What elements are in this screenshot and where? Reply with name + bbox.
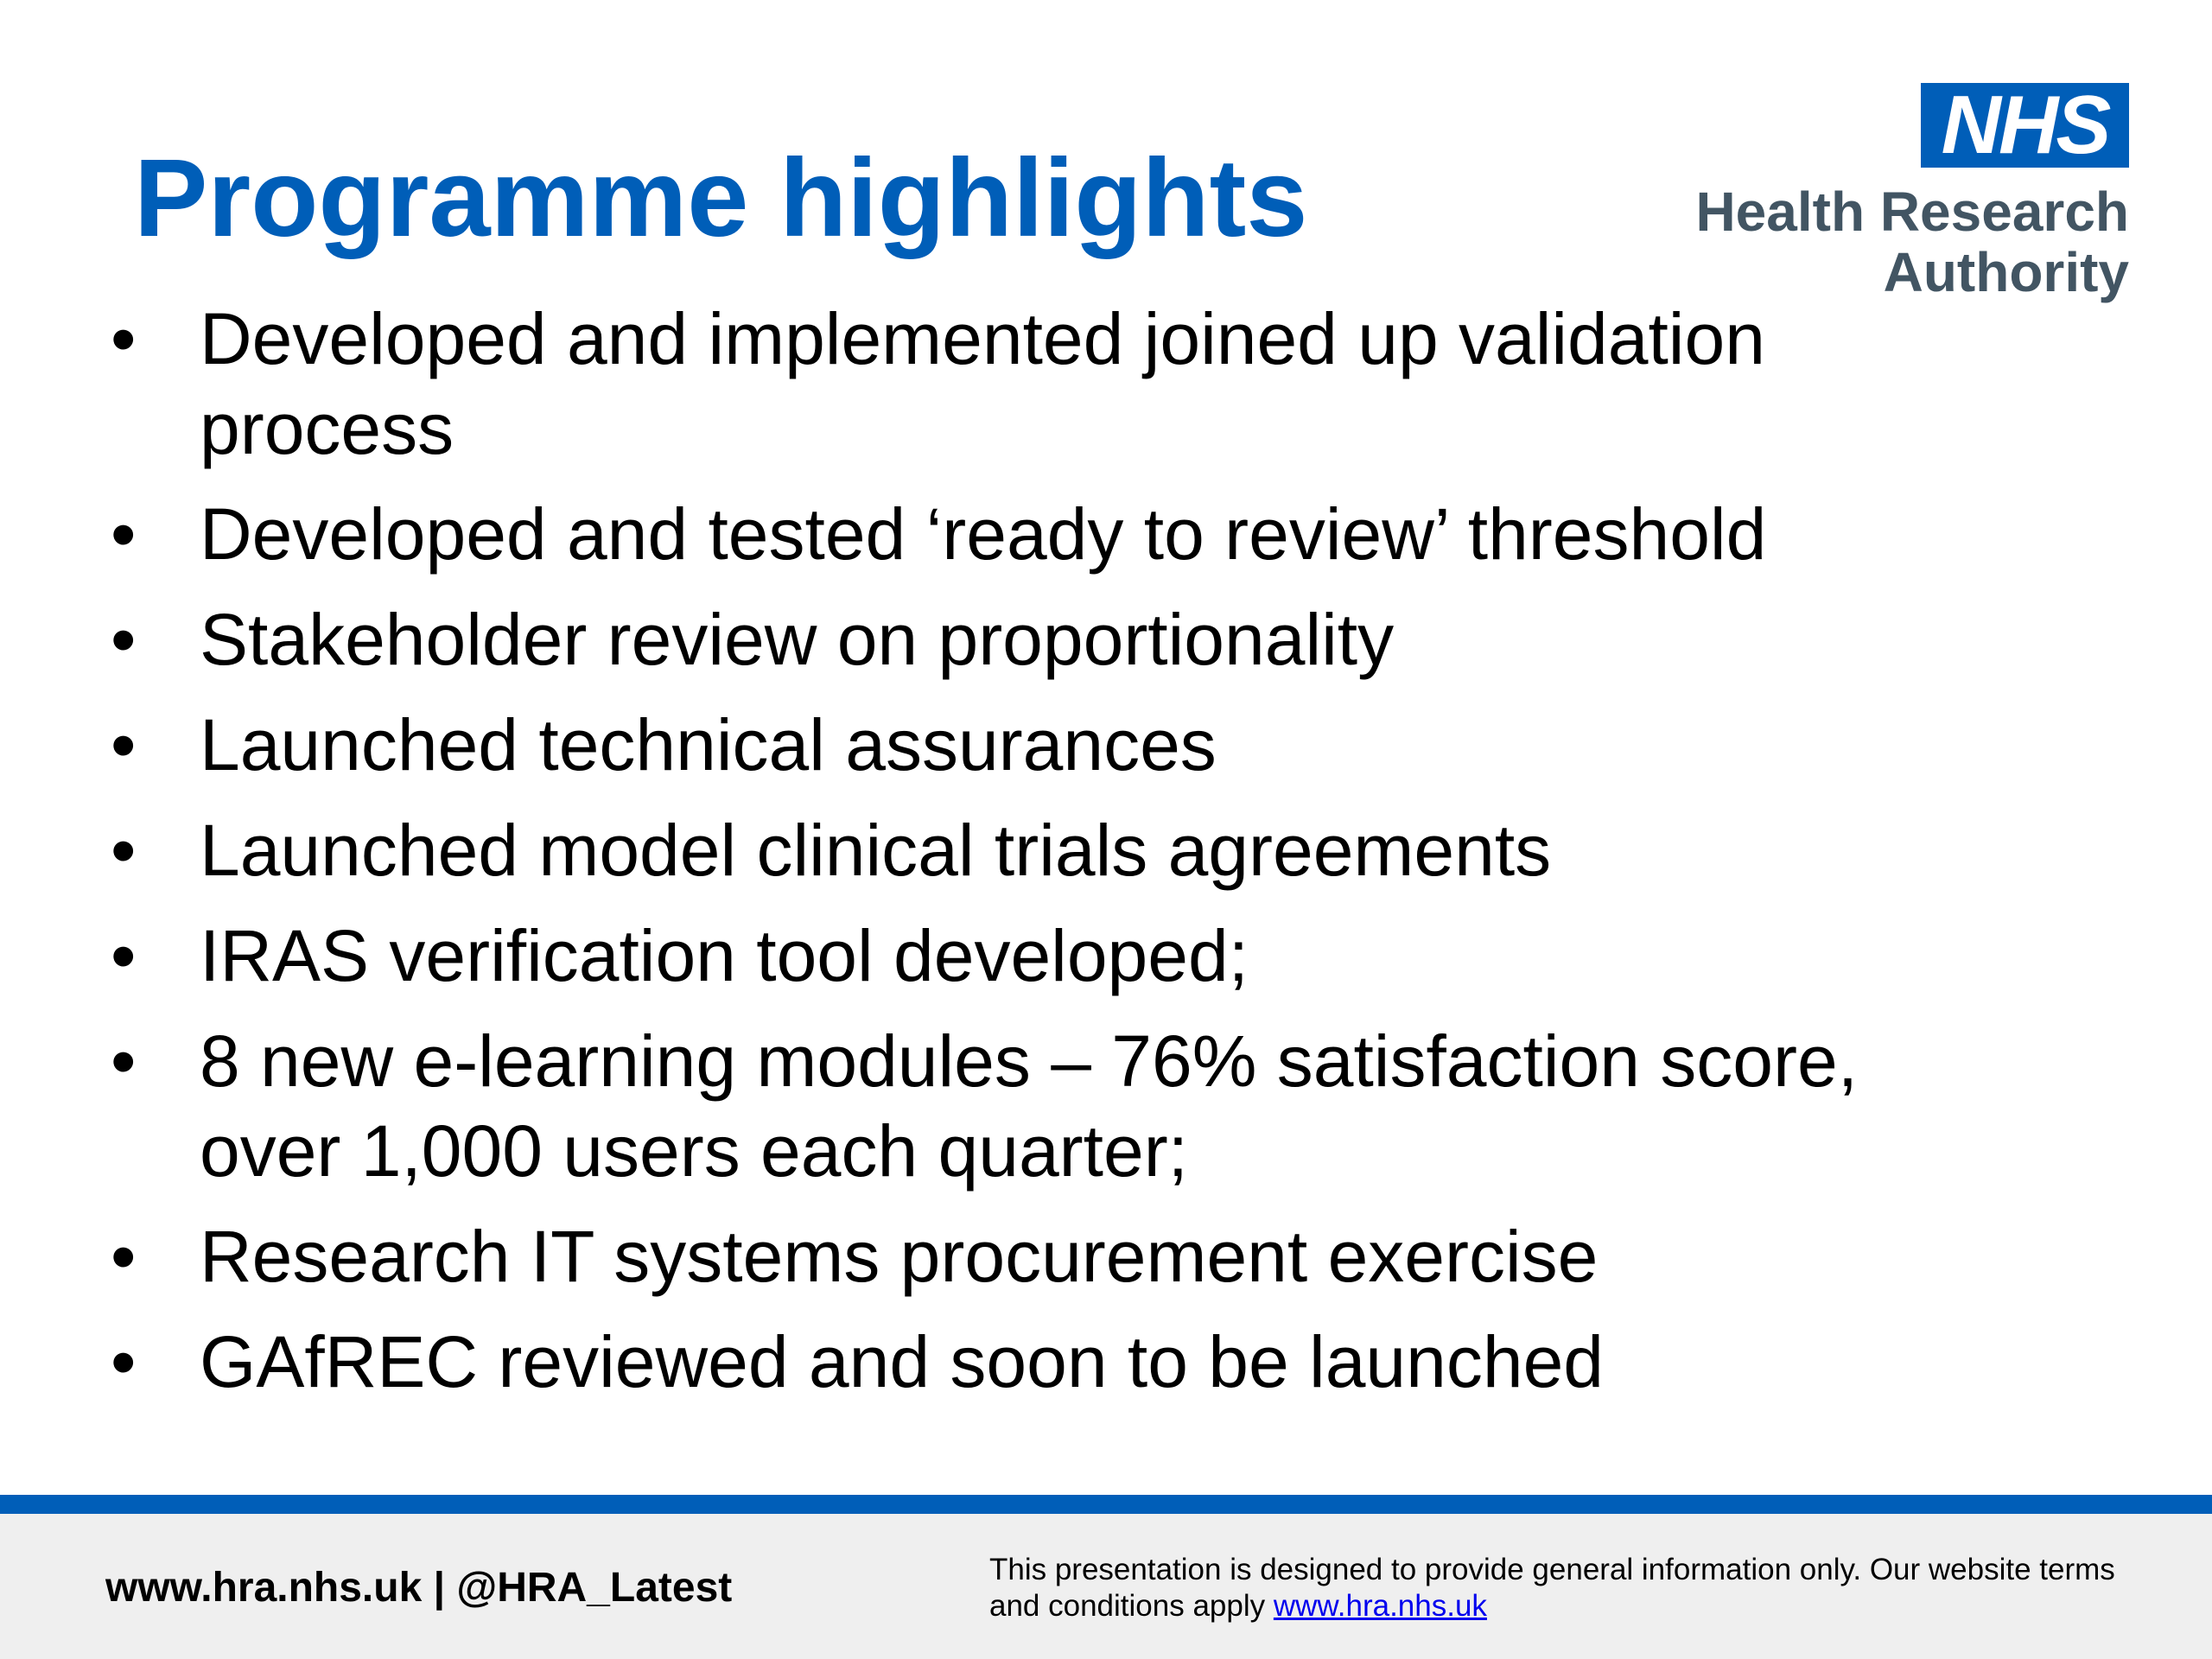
highlight-text: 8 new e-learning modules – 76% satisfaction score, over 1,000 users each quarter; xyxy=(200,1020,1859,1192)
highlight-text: Developed and tested ‘ready to review’ threshold xyxy=(200,493,1767,575)
bullet-marker: • xyxy=(111,298,137,379)
nhs-hra-logo xyxy=(1611,79,2129,308)
highlight-text: GAfREC reviewed and soon to be launched xyxy=(200,1321,1604,1402)
bullet-marker: • xyxy=(111,704,137,785)
highlight-item xyxy=(111,911,1968,1001)
highlight-item xyxy=(111,489,1968,579)
highlight-item xyxy=(111,805,1968,895)
footer-disclaimer xyxy=(989,1552,2139,1624)
highlight-item xyxy=(111,294,1968,474)
organisation-name-line2: Authority xyxy=(1883,241,2129,303)
bullet-marker: • xyxy=(111,1020,137,1102)
slide-title: Programme highlights xyxy=(134,137,1308,260)
highlight-item xyxy=(111,594,1968,684)
highlight-item xyxy=(111,1317,1968,1407)
highlight-text: Launched technical assurances xyxy=(200,704,1217,785)
bullet-marker: • xyxy=(111,1321,137,1402)
organisation-name-line1: Health Research xyxy=(1695,181,2129,243)
highlight-text: Research IT systems procurement exercise xyxy=(200,1216,1599,1297)
organisation-name xyxy=(1695,181,2129,302)
bullet-marker: • xyxy=(111,599,137,680)
highlight-item xyxy=(111,700,1968,790)
highlights-list xyxy=(111,294,1968,1422)
bullet-marker: • xyxy=(111,493,137,575)
highlight-text: IRAS verification tool developed; xyxy=(200,915,1249,996)
highlight-item xyxy=(111,1211,1968,1301)
bullet-marker: • xyxy=(111,810,137,891)
bullet-marker: • xyxy=(111,1216,137,1297)
highlight-text: Launched model clinical trials agreements xyxy=(200,810,1552,891)
disclaimer-text: This presentation is designed to provide general information only. Our website terms and conditions apply xyxy=(989,1553,2115,1623)
footer-divider xyxy=(0,1495,2212,1514)
footer xyxy=(0,1514,2212,1659)
highlight-item xyxy=(111,1016,1968,1196)
highlight-text: Developed and implemented joined up validation process xyxy=(200,298,1765,469)
bullet-marker: • xyxy=(111,915,137,996)
footer-web-handle: www.hra.nhs.uk | @HRA_Latest xyxy=(105,1565,733,1611)
nhs-logo-badge: NHS xyxy=(1921,83,2129,168)
website-link[interactable]: www.hra.nhs.uk xyxy=(1273,1589,1487,1623)
highlight-text: Stakeholder review on proportionality xyxy=(200,599,1395,680)
